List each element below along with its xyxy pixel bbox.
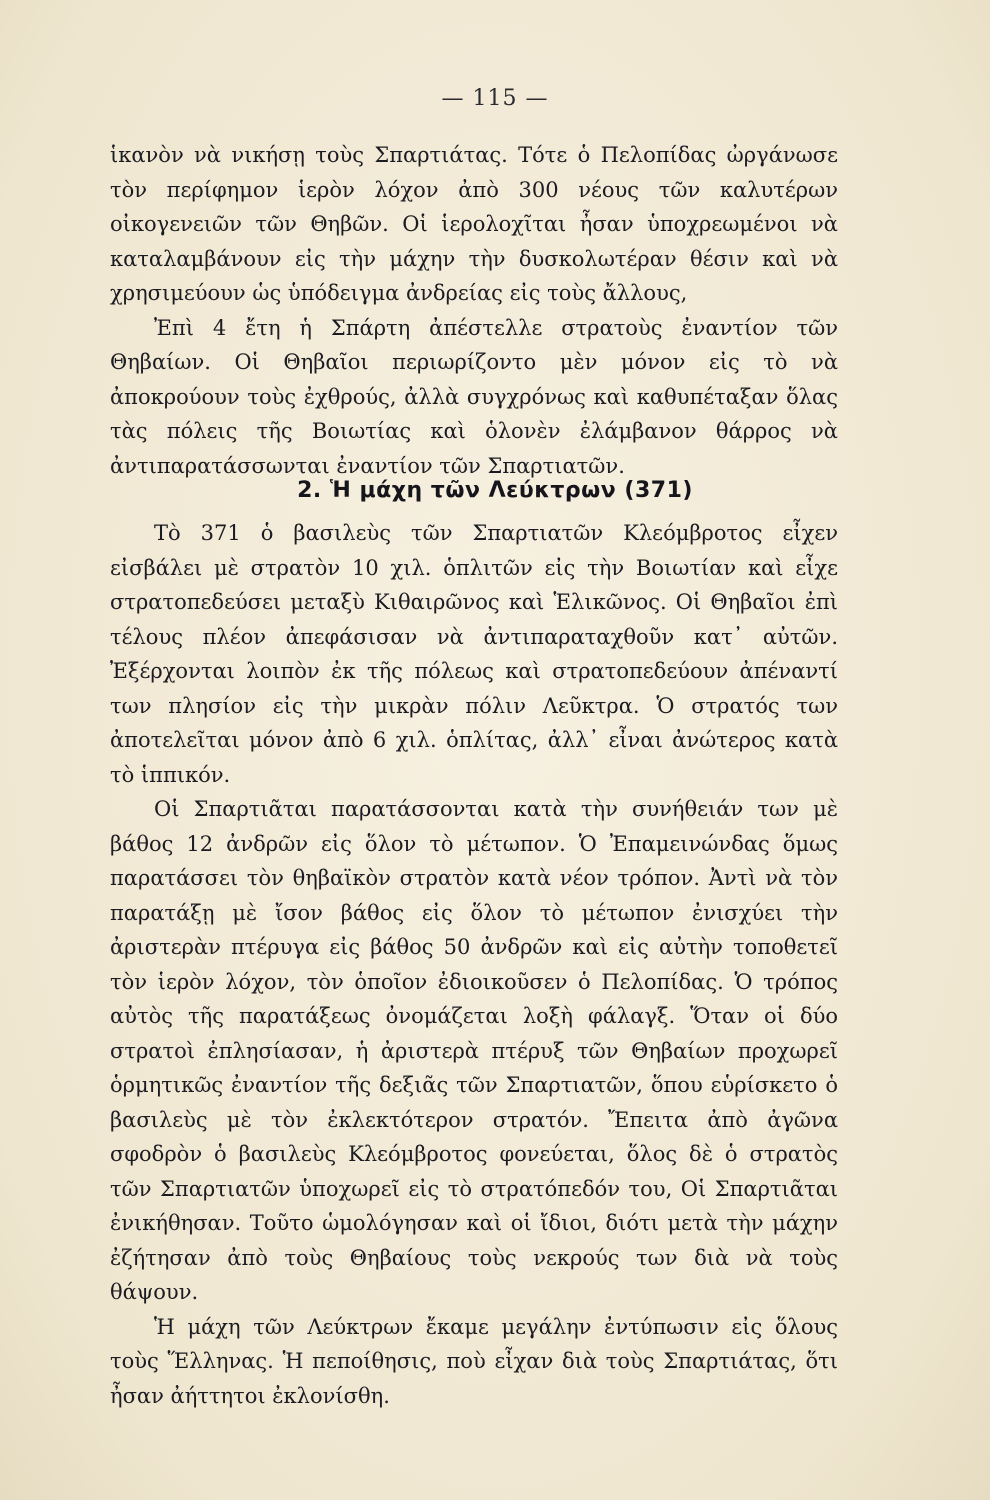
section-text [110,516,838,1413]
section-heading: 2. Ἡ μάχη τῶν Λεύκτρων (371) [297,478,693,503]
paragraph: Τὸ 371 ὁ βασιλεὺς τῶν Σπαρτιατῶν Κλεόμβροτος εἶχεν εἰσβάλει μὲ στρατὸν 10 χιλ. ὁπλιτῶν εἰς τὴν Βοιωτίαν καὶ εἶχε στρατοπεδεύσει μεταξὺ Κιθαιρῶνος καὶ Ἑλικῶνος. Οἱ Θηβαῖοι ἐπὶ τέλους πλέον ἀπεφάσισαν νὰ ἀντιπαραταχθοῦν κατ᾽ αὐτῶν. Ἐξέρχονται λοιπὸν ἐκ τῆς πόλεως καὶ στρατοπεδεύουν ἀπέναντί των πλησίον εἰς τὴν μικρὰν πόλιν Λεῦκτρα. Ὁ στρατός των ἀποτελεῖται μόνον ἀπὸ 6 χιλ. ὁπλίτας, ἀλλ᾽ εἶναι ἀνώτερος κατὰ τὸ ἱππικόν. [110,521,838,787]
paragraph: Ἐπὶ 4 ἔτη ἡ Σπάρτη ἀπέστελλε στρατοὺς ἐναντίον τῶν Θηβαίων. Οἱ Θηβαῖοι περιωρίζοντο μὲν μόνον εἰς τὸ νὰ ἀποκρούουν τοὺς ἐχθρούς, ἀλλὰ συγχρόνως καὶ καθυπέταξαν ὅλας τὰς πόλεις τῆς Βοιωτίας καὶ ὁλονὲν ἐλάμβανον θάρρος νὰ ἀντιπαρατάσσωνται ἐναντίον τῶν Σπαρτιατῶν. [110,315,838,478]
paragraph: Οἱ Σπαρτιᾶται παρατάσσονται κατὰ τὴν συνήθειάν των μὲ βάθος 12 ἀνδρῶν εἰς ὅλον τὸ μέτωπον. Ὁ Ἐπαμεινώνδας ὅμως παρατάσσει τὸν θηβαϊκὸν στρατὸν κατὰ νέον τρόπον. Ἀντὶ νὰ τὸν παρατάξῃ μὲ ἴσον βάθος εἰς ὅλον τὸ μέτωπον ἐνισχύει τὴν ἀριστερὰν πτέρυγα εἰς βάθος 50 ἀνδρῶν καὶ εἰς αὐτὴν τοποθετεῖ τὸν ἱερὸν λόχον, τὸν ὁποῖον ἐδιοικοῦσεν ὁ Πελοπίδας. Ὁ τρόπος αὐτὸς τῆς παρατάξεως ὀνομάζεται λοξὴ φάλαγξ. Ὅταν οἱ δύο στρατοὶ ἐπλησίασαν, ἡ ἀριστερὰ πτέρυξ τῶν Θηβαίων προχωρεῖ ὁρμητικῶς ἐναντίον τῆς δεξιᾶς τῶν Σπαρτιατῶν, ὅπου εὑρίσκετο ὁ βασιλεὺς μὲ τὸν ἐκλεκτότερον στρατόν. Ἔπειτα ἀπὸ ἀγῶνα σφοδρὸν ὁ βασιλεὺς Κλεόμβροτος φονεύεται, ὅλος δὲ ὁ στρατὸς τῶν Σπαρτιατῶν ὑποχωρεῖ εἰς τὸ στρατόπεδόν του, Οἱ Σπαρτιᾶται ἐνικήθησαν. Τοῦτο ὡμολόγησαν καὶ οἱ ἴδιοι, διότι μετὰ τὴν μάχην ἐζήτησαν ἀπὸ τοὺς Θηβαίους τοὺς νεκρούς των διὰ νὰ τοὺς θάψουν. [110,797,838,1304]
paragraph: ἱκανὸν νὰ νικήσῃ τοὺς Σπαρτιάτας. Τότε ὁ Πελοπίδας ὠργάνωσε τὸν περίφημον ἱερὸν λόχον ἀπὸ 300 νέους τῶν καλυτέρων οἰκογενειῶν τῶν Θηβῶν. Οἱ ἱερολοχῖται ἦσαν ὑποχρεωμένοι νὰ καταλαμβάνουν εἰς τὴν μάχην τὴν δυσκολωτέραν θέσιν καὶ νὰ χρησιμεύουν ὡς ὑπόδειγμα ἀνδρείας εἰς τοὺς ἄλλους, [110,143,838,305]
page-number: — 115 — [441,86,549,111]
intro-text [110,138,838,483]
paragraph: Ἡ μάχη τῶν Λεύκτρων ἔκαμε μεγάλην ἐντύπωσιν εἰς ὅλους τοὺς Ἕλληνας. Ἡ πεποίθησις, ποὺ εἶχαν διὰ τοὺς Σπαρτιάτας, ὅτι ἦσαν ἀήττητοι ἐκλονίσθη. [110,1314,838,1408]
